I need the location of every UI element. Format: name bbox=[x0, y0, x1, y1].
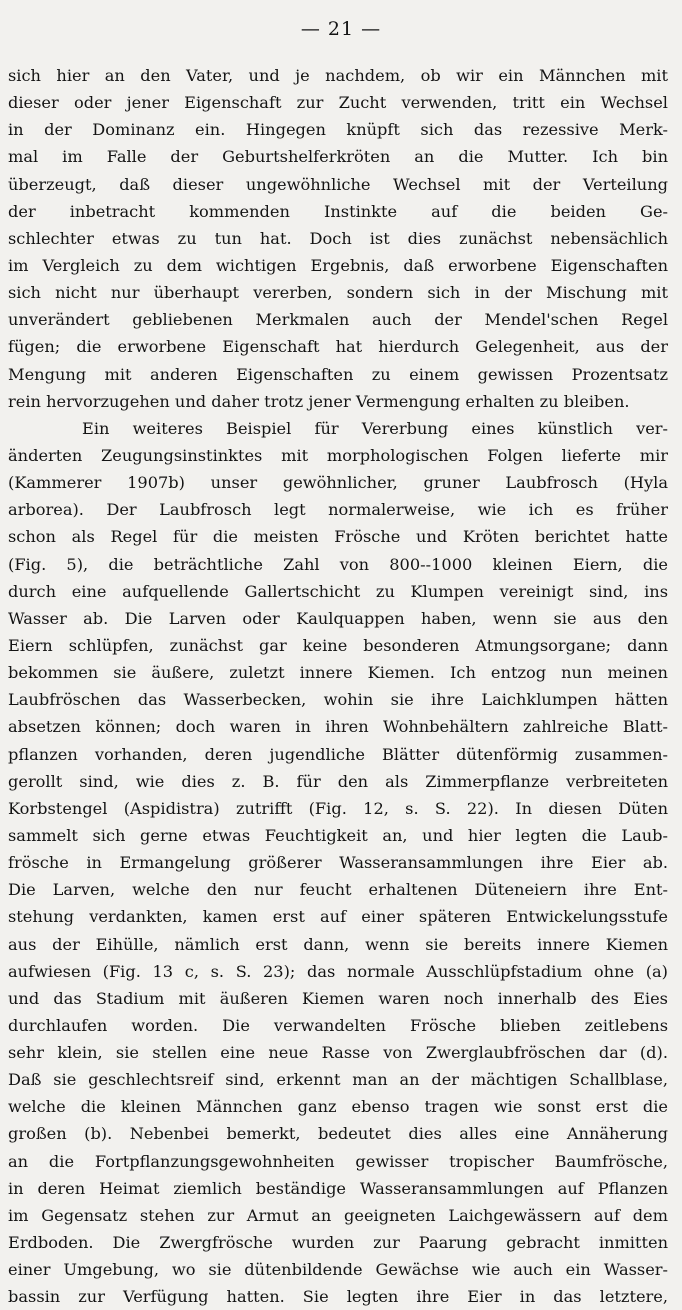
text-line: und das Stadium mit äußeren Kiemen waren noch innerhalb des Eies bbox=[8, 988, 668, 1008]
text-line: bekommen sie äußere, zuletzt innere Kiemen. Ich entzog nun meinen bbox=[8, 663, 668, 683]
text-line: unverändert gebliebenen Merkmalen auch der Mendel'schen Regel bbox=[8, 310, 668, 330]
text-line: im Vergleich zu dem wichtigen Ergebnis, daß erworbene Eigenschaften bbox=[8, 255, 668, 275]
text-line: absetzen können; doch waren in ihren Wohnbehältern zahlreiche Blatt- bbox=[8, 717, 668, 737]
text-line: in deren Heimat ziemlich beständige Wasseransammlungen auf Pflanzen bbox=[8, 1178, 668, 1198]
text-line: (Kammerer 1907b) unser gewöhnlicher, gruner Laubfrosch (Hyla bbox=[8, 473, 668, 493]
text-line: mal im Falle der Geburtshelferkröten an die Mutter. Ich bin bbox=[8, 147, 668, 167]
text-line: (Fig. 5), die beträchtliche Zahl von 800--1000 kleinen Eiern, die bbox=[8, 554, 668, 574]
page-number: — 21 — bbox=[300, 18, 382, 40]
text-line: Wasser ab. Die Larven oder Kaulquappen haben, wenn sie aus den bbox=[8, 608, 668, 628]
text-line: dieser oder jener Eigenschaft zur Zucht verwenden, tritt ein Wechsel bbox=[8, 93, 668, 113]
text-line: einer Umgebung, wo sie dütenbildende Gewächse wie auch ein Wasser- bbox=[8, 1260, 668, 1280]
text-line: im Gegensatz stehen zur Armut an geeigneten Laichgewässern auf dem bbox=[8, 1205, 668, 1225]
text-line: änderten Zeugungsinstinktes mit morphologischen Folgen lieferte mir bbox=[8, 445, 668, 465]
text-line: Ein weiteres Beispiel für Vererbung eines künstlich ver- bbox=[82, 418, 668, 438]
text-line: Daß sie geschlechtsreif sind, erkennt man an der mächtigen Schallblase, bbox=[8, 1070, 668, 1090]
text-line: stehung verdankten, kamen erst auf einer späteren Entwickelungsstufe bbox=[8, 907, 668, 927]
body-text bbox=[8, 62, 668, 1310]
text-line: durch eine aufquellende Gallertschicht zu Klumpen vereinigt sind, ins bbox=[8, 581, 668, 601]
text-line: bassin zur Verfügung hatten. Sie legten ihre Eier in das letztere, bbox=[8, 1287, 668, 1307]
text-line: Die Larven, welche den nur feucht erhaltenen Düteneiern ihre Ent- bbox=[8, 880, 668, 900]
text-line: rein hervorzugehen und daher trotz jener Vermengung erhalten zu bleiben. bbox=[8, 391, 630, 411]
text-line: Mengung mit anderen Eigenschaften zu einem gewissen Prozentsatz bbox=[8, 364, 668, 384]
text-line: schlechter etwas zu tun hat. Doch ist dies zunächst nebensächlich bbox=[8, 228, 668, 248]
text-line: an die Fortpflanzungsgewohnheiten gewisser tropischer Baumfrösche, bbox=[8, 1151, 668, 1171]
text-line: gerollt sind, wie dies z. B. für den als Zimmerpflanze verbreiteten bbox=[8, 771, 668, 791]
text-line: durchlaufen worden. Die verwandelten Frösche blieben zeitlebens bbox=[8, 1015, 668, 1035]
text-line: welche die kleinen Männchen ganz ebenso tragen wie sonst erst die bbox=[8, 1097, 668, 1117]
text-line: Eiern schlüpfen, zunächst gar keine besonderen Atmungsorgane; dann bbox=[8, 635, 668, 655]
text-line: der inbetracht kommenden Instinkte auf die beiden Ge- bbox=[8, 201, 668, 221]
text-line: schon als Regel für die meisten Frösche und Kröten berichtet hatte bbox=[8, 527, 668, 547]
text-line: großen (b). Nebenbei bemerkt, bedeutet dies alles eine Annäherung bbox=[8, 1124, 668, 1144]
text-line: sich nicht nur überhaupt vererben, sondern sich in der Mischung mit bbox=[8, 283, 668, 303]
text-line: aufwiesen (Fig. 13 c, s. S. 23); das normale Ausschlüpfstadium ohne (a) bbox=[8, 961, 668, 981]
text-line: Korbstengel (Aspidistra) zutrifft (Fig. 12, s. S. 22). In diesen Düten bbox=[8, 798, 668, 818]
text-line: aus der Eihülle, nämlich erst dann, wenn sie bereits innere Kiemen bbox=[8, 934, 668, 954]
text-line: pflanzen vorhanden, deren jugendliche Blätter dütenförmig zusammen- bbox=[8, 744, 668, 764]
text-line: Laubfröschen das Wasserbecken, wohin sie ihre Laichklumpen hätten bbox=[8, 690, 668, 710]
text-line: in der Dominanz ein. Hingegen knüpft sich das rezessive Merk- bbox=[8, 120, 668, 140]
text-line: Erdboden. Die Zwergfrösche wurden zur Paarung gebracht inmitten bbox=[8, 1233, 668, 1253]
text-line: fügen; die erworbene Eigenschaft hat hierdurch Gelegenheit, aus der bbox=[8, 337, 668, 357]
text-line: sehr klein, sie stellen eine neue Rasse von Zwerglaubfröschen dar (d). bbox=[8, 1043, 668, 1063]
text-line: sammelt sich gerne etwas Feuchtigkeit an, und hier legten die Laub- bbox=[8, 825, 668, 845]
text-line: arborea). Der Laubfrosch legt normalerweise, wie ich es früher bbox=[8, 500, 668, 520]
text-line: sich hier an den Vater, und je nachdem, ob wir ein Männchen mit bbox=[8, 66, 668, 85]
text-line: frösche in Ermangelung größerer Wasseransammlungen ihre Eier ab. bbox=[8, 853, 668, 873]
text-line: überzeugt, daß dieser ungewöhnliche Wechsel mit der Verteilung bbox=[8, 174, 668, 194]
